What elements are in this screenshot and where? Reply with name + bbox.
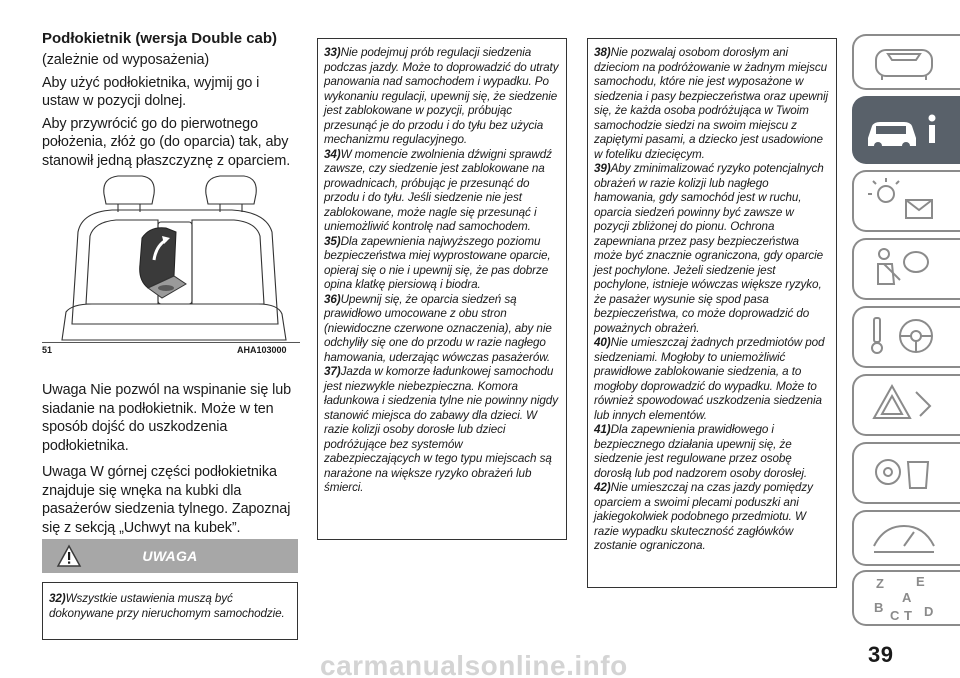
figure-number: 51 — [42, 345, 53, 355]
index-letter: D — [924, 604, 934, 619]
figure-code: AHA103000 — [237, 345, 287, 355]
hazard-icon — [854, 376, 954, 434]
index-letters-icon — [854, 572, 954, 624]
note — [324, 46, 560, 148]
left-column — [42, 30, 300, 170]
note — [324, 365, 560, 496]
note-text: Dla zapewnienia prawidłowego i bezpiecznego działania upewnij się, że siedzenie jest regulowane przez osobę dorosłą lub pod nadzorem osoby dorosłej. — [594, 423, 808, 480]
note-text: Nie umieszczaj żadnych przedmiotów pod siedzeniami. Mogłoby to uniemożliwić prawidłowe zablokowanie siedzenia, a to mogłoby doprowadzić do wypadku. Może to również spowodować uszkodzenia siedzenia lub innych elementów. — [594, 336, 825, 422]
note — [324, 293, 560, 366]
note — [49, 592, 291, 621]
tab-starting-driving[interactable] — [852, 306, 960, 368]
warning-title: UWAGA — [142, 548, 198, 564]
note-number: 40) — [594, 336, 611, 349]
note-text: Aby zminimalizować ryzyko potencjalnych obrażeń w razie kolizji lub nagłego hamowania, gdy samochód jest w ruchu, oparcia siedzeń powinny być zawsze w pozycji zbliżonej do pionu. Ochrona zapewniana przez pasy bezpieczeństwa może być znacznie ograniczona, gdy oparcie jest pochylone. Jeżeli siedzenie jest pochylone, istnieje wówczas większe ryzyko, że pasażer wysunie się spod pasa bezpieczeństwa, co może doprowadzić do poważnych obrażeń. — [594, 162, 824, 335]
note-number: 38) — [594, 46, 611, 59]
page-number: 39 — [868, 642, 894, 667]
tab-safety[interactable] — [852, 238, 960, 300]
watermark: carmanualsonline.info — [320, 650, 628, 678]
note — [594, 481, 830, 554]
paragraph: Aby przywrócić go do pierwotnego położenia, złóż go (do oparcia) tak, aby stanowił jedną płaszczyznę z oparciem. — [42, 115, 291, 169]
note — [324, 235, 560, 293]
car-info-icon — [854, 98, 954, 162]
index-letter: Z — [876, 576, 884, 591]
left-column-notes — [42, 378, 300, 537]
tab-maintenance[interactable] — [852, 442, 960, 504]
car-top-icon — [854, 36, 954, 88]
note — [594, 46, 830, 162]
warning-note-box — [42, 582, 298, 640]
tab-car-info[interactable] — [852, 96, 960, 164]
rear-seat-armrest-illustration — [42, 164, 300, 342]
tab-specifications[interactable] — [852, 510, 960, 566]
figure-rule — [42, 342, 300, 343]
right-notes-box — [587, 38, 837, 588]
note — [594, 336, 830, 423]
gear-person-icon — [854, 444, 954, 502]
note-text: Dla zapewnienia najwyższego poziomu bezpieczeństwa miej wyprostowane oparcie, opieraj się o nie i upewnij się, że pas dobrze opina klatkę piersiową i biodra. — [324, 234, 551, 291]
index-letter: B — [874, 600, 884, 615]
paragraph: (zależnie od wyposażenia) — [42, 52, 210, 68]
note — [594, 162, 830, 336]
warning-header — [42, 539, 298, 573]
note-number: 33) — [324, 46, 341, 59]
dashboard-lights-icon — [854, 172, 954, 230]
note-text: Jazda w komorze ładunkowej samochodu jest niezwykle niebezpieczna. Komora ładunkowa i siedzenia tylne nie powinny nigdy stanowić miejsca do zabawy dla dzieci. W razie kolizji osoby dorosłe lub dzieci podróżujące bez systemów zabezpieczających w tego typu miejscach są narażone na większe ryzyko obrażeń lub śmierci. — [324, 365, 558, 494]
section-heading: Podłokietnik (wersja Double cab) — [42, 30, 278, 47]
index-letter: C — [890, 608, 900, 623]
note — [594, 423, 830, 481]
steering-wheel-icon — [854, 308, 954, 366]
middle-notes-box — [317, 38, 567, 540]
tab-dashboard-lights[interactable] — [852, 170, 960, 232]
note-text: Nie podejmuj prób regulacji siedzenia podczas jazdy. Może to doprowadzić do utraty panowania nad samochodem i wypadku. Po wykonaniu regulacji, upewnij się, że siedzenie jest zablokowane w pozycji, próbując przesunąć je do przodu i do tyłu bez użycia mechanizmu regulacyjnego. — [324, 46, 559, 146]
tab-emergency[interactable] — [852, 374, 960, 436]
paragraph: Uwaga Nie pozwól na wspinanie się lub siadanie na podłokietnik. Może w ten sposób dojść do uszkodzenia podłokietnika. — [42, 382, 292, 454]
note-number: 37) — [324, 365, 341, 378]
note-number: 36) — [324, 292, 341, 306]
index-letter: A — [902, 590, 912, 605]
note-text: Wszystkie ustawienia muszą być dokonywane przy nieruchomym samochodzie. — [49, 592, 285, 620]
note-text: W momencie zwolnienia dźwigni sprawdź zawsze, czy siedzenie jest zablokowane na prowadnicach, próbując je przesunąć do przodu i do tyłu. Jeśli siedzenie nie jest zablokowane, może nagle się przesunąć i uniemożliwić kontrolę nad samochodem. — [324, 147, 552, 233]
note-text: Upewnij się, że oparcia siedzeń są prawidłowo umocowane z obu stron (niewidoczne czerwone oznaczenia), aby nie odchyliły się one do przodu w razie nagłego hamowania, uderzając wówczas pasażerów. — [324, 292, 552, 364]
note-number: 32) — [49, 592, 66, 605]
index-letter: E — [916, 574, 925, 589]
note-number: 35) — [324, 234, 341, 248]
note-number: 42) — [594, 481, 611, 494]
tab-car-overview[interactable] — [852, 34, 960, 90]
note-number: 41) — [594, 423, 611, 436]
paragraph: Aby użyć podłokietnika, wyjmij go i ustaw w pozycji dolnej. — [42, 74, 260, 109]
note-number: 34) — [324, 147, 341, 161]
note-text: Nie pozwalaj osobom dorosłym ani dzieciom na podróżowanie w żadnym miejscu samochodu, które nie jest wyposażone w siedzenia i pasy bezpieczeństwa oraz upewnij się, że każda osoba podróżująca w Twoim samochodzie siedzi na swoim miejscu z zapiętymi pasami, a dziecko jest usadowione w foteliku dziecięcym. — [594, 46, 829, 161]
note-text: Nie umieszczaj na czas jazdy pomiędzy oparciem a swoimi plecami poduszki ani jakiegokolwiek podobnego przedmiotu. W razie wypadku skuteczność zagłówków zostanie ograniczona. — [594, 481, 813, 552]
note-number: 39) — [594, 162, 611, 175]
paragraph: Uwaga W górnej części podłokietnika znajduje się wnęka na kubki dla pasażerów siedzenia tylnego. Zapoznaj się z sekcją „Uchwyt na kubek”. — [42, 464, 291, 536]
armrest-figure — [42, 164, 300, 344]
tab-index[interactable] — [852, 570, 960, 626]
airbag-person-icon — [854, 240, 954, 298]
specs-icon — [854, 512, 954, 564]
index-letter: T — [904, 608, 912, 623]
note — [324, 148, 560, 235]
